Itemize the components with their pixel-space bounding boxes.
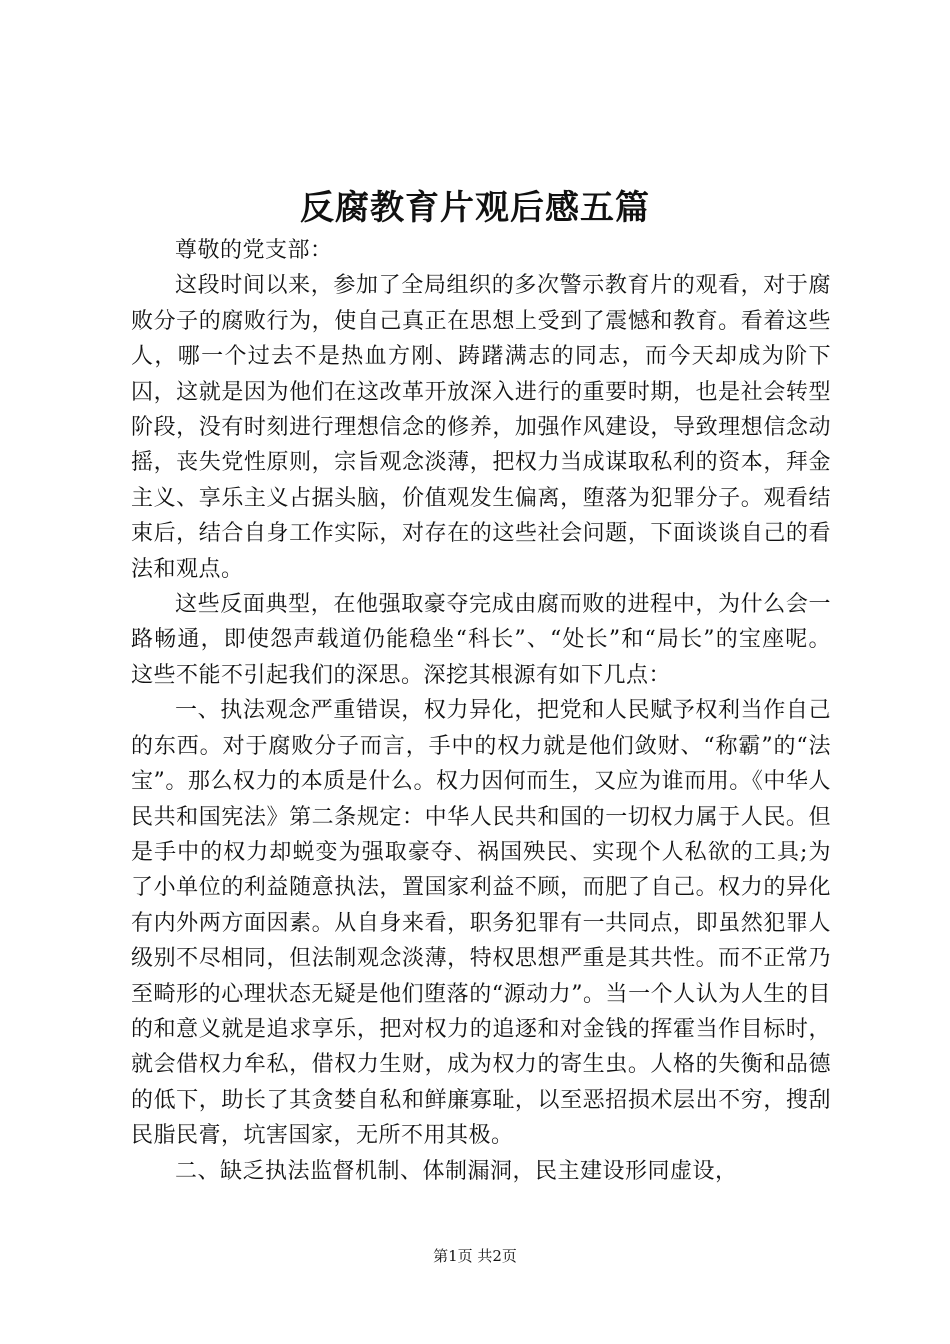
page-footer: 第1页 共2页 xyxy=(433,1247,517,1265)
paragraph-2: 这些反面典型，在他强取豪夺完成由腐而败的进程中，为什么会一路畅通，即使怨声载道仍能稳坐“科长”、“处长”和“局长”的宝座呢。这些不能不引起我们的深思。深挖其根源有如下几点： xyxy=(131,592,831,688)
paragraph-4: 二、缺乏执法监督机制、体制漏洞，民主建设形同虚设， xyxy=(175,1158,738,1184)
document-body xyxy=(131,233,831,1189)
paragraph-3: 一、执法观念严重错误，权力异化，把党和人民赋予权利当作自己的东西。对于腐败分子而言，手中的权力就是他们敛财、“称霸”的“法宝”。那么权力的本质是什么。权力因何而生，又应为谁而用。《中华人民共和国宪法》第二条规定：中华人民共和国的一切权力属于人民。但是手中的权力却蜕变为强取豪夺、祸国殃民、实现个人私欲的工具;为了小单位的利益随意执法，置国家利益不顾，而肥了自己。权力的异化有内外两方面因素。从自身来看，职务犯罪有一共同点，即虽然犯罪人级别不尽相同，但法制观念淡薄，特权思想严重是其共性。而不正常乃至畸形的心理状态无疑是他们堕落的“源动力”。当一个人认为人生的目的和意义就是追求享乐，把对权力的追逐和对金钱的挥霍当作目标时，就会借权力牟私，借权力生财，成为权力的寄生虫。人格的失衡和品德的低下，助长了其贪婪自私和鲜廉寡耻，以至恶招损术层出不穷，搜刮民脂民膏，坑害国家，无所不用其极。 xyxy=(131,698,831,1149)
document-title: 反腐教育片观后感五篇 xyxy=(300,188,650,228)
paragraph-1: 这段时间以来，参加了全局组织的多次警示教育片的观看，对于腐败分子的腐败行为，使自己真正在思想上受到了震憾和教育。看着这些人，哪一个过去不是热血方刚、踌躇满志的同志，而今天却成为阶下囚，这就是因为他们在这改革开放深入进行的重要时期，也是社会转型阶段，没有时刻进行理想信念的修养，加强作风建设，导致理想信念动摇，丧失党性原则，宗旨观念淡薄，把权力当成谋取私利的资本，拜金主义、享乐主义占据头脑，价值观发生偏离，堕落为犯罪分子。观看结束后，结合自身工作实际，对存在的这些社会问题，下面谈谈自己的看法和观点。 xyxy=(131,273,831,582)
salutation: 尊敬的党支部： xyxy=(175,238,333,263)
